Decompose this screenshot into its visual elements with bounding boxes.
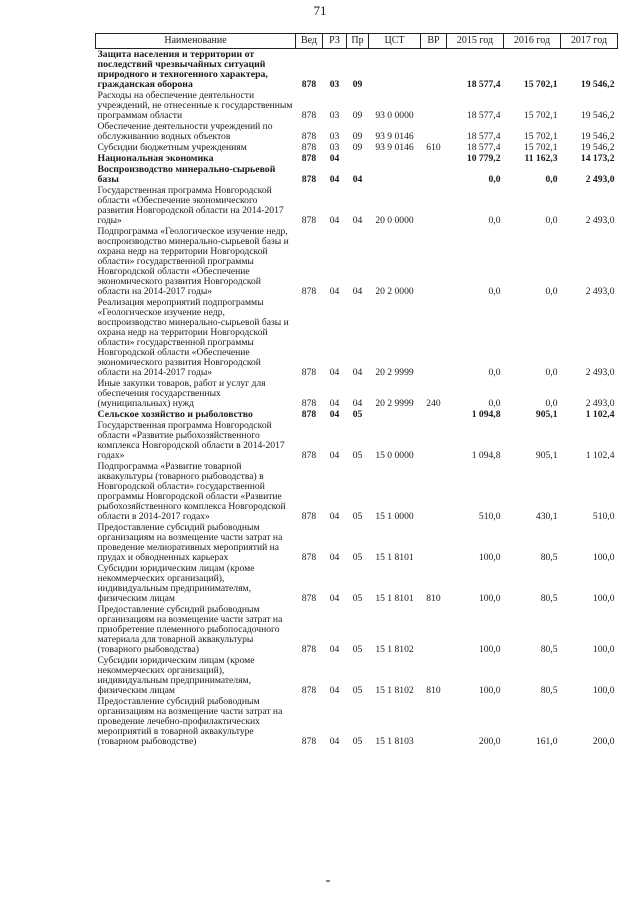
row-cst: 15 1 8103 <box>375 736 414 747</box>
row-2016: 430,1 <box>535 511 558 522</box>
row-2015: 1 094,8 <box>471 450 501 461</box>
row-cst: 15 1 0000 <box>375 511 414 522</box>
header-cst: ЦСТ <box>369 34 421 49</box>
row-rz: 04 <box>329 644 340 655</box>
row-cst: 15 1 8102 <box>375 644 414 655</box>
row-2016: 905,1 <box>535 409 558 420</box>
row-vr <box>421 409 447 420</box>
row-pr: 09 <box>352 79 363 90</box>
row-2017: 1 102,4 <box>585 450 615 461</box>
row-pr: 05 <box>352 644 363 655</box>
row-rz: 04 <box>329 736 340 747</box>
table-row <box>96 142 618 153</box>
row-cst: 20 2 0000 <box>375 286 414 297</box>
row-pr: 04 <box>352 215 363 226</box>
scan-mark <box>326 880 330 882</box>
header-2017: 2017 год <box>561 34 618 49</box>
row-2017: 19 546,2 <box>580 110 615 121</box>
row-2017: 1 102,4 <box>585 409 615 420</box>
row-rz: 04 <box>329 593 340 604</box>
row-name: Воспроизводство минерально-сырьевой базы <box>97 164 276 185</box>
table-row <box>96 696 618 747</box>
row-cst: 93 0 0000 <box>375 110 414 121</box>
row-rz: 04 <box>329 153 340 164</box>
row-ved: 878 <box>301 153 317 164</box>
row-name: Предоставление субсидий рыбоводным организациям на возмещение части затрат на приобретение племенного рыбопосадочного материала для товарной аквакультуры (товарного рыбоводства) <box>97 604 283 655</box>
row-2015: 100,0 <box>478 644 501 655</box>
row-name: Подпрограмма «Развитие товарной аквакультуры (товарного рыбоводства) в Новгородской области» государственной программы Новгородской области «Развитие рыбохозяйственного комплекса Новгородской области в 2014-2017 годах» <box>97 461 286 522</box>
row-2016: 80,5 <box>540 552 558 563</box>
row-2017: 19 546,2 <box>580 131 615 142</box>
row-2017: 2 493,0 <box>585 215 615 226</box>
row-vr <box>421 49 447 91</box>
row-2016: 80,5 <box>540 644 558 655</box>
row-vr <box>421 420 447 461</box>
header-2016: 2016 год <box>504 34 561 49</box>
table-row <box>96 185 618 226</box>
row-name: Предоставление субсидий рыбоводным организациям на возмещение части затрат на проведение мелиоративных мероприятий на прудах и обводненных карьерах <box>97 522 283 563</box>
row-2015: 0,0 <box>488 398 501 409</box>
row-rz: 04 <box>329 552 340 563</box>
row-vr: 610 <box>426 142 441 153</box>
row-vr <box>421 696 447 747</box>
row-cst: 15 1 8101 <box>375 552 414 563</box>
row-2016: 15 702,1 <box>523 142 558 153</box>
table-row <box>96 563 618 604</box>
row-2017: 200,0 <box>592 736 615 747</box>
table-row <box>96 226 618 297</box>
row-2016: 0,0 <box>545 367 558 378</box>
row-2016: 0,0 <box>545 286 558 297</box>
row-name: Национальная экономика <box>97 153 214 164</box>
row-pr: 09 <box>352 131 363 142</box>
table-row <box>96 90 618 121</box>
row-2017: 19 546,2 <box>580 79 615 90</box>
row-ved: 878 <box>301 409 317 420</box>
table-body <box>96 49 618 748</box>
header-rz: РЗ <box>323 34 347 49</box>
row-name: Субсидии юридическим лицам (кроме некоммерческих организаций), индивидуальным предпринимателям, физическим лицам <box>97 563 255 604</box>
budget-table <box>95 33 618 747</box>
row-vr: 810 <box>426 593 441 604</box>
row-2015: 18 577,4 <box>466 142 501 153</box>
row-ved: 878 <box>301 79 317 90</box>
row-rz: 04 <box>329 398 340 409</box>
table-row <box>96 49 618 91</box>
table-row <box>96 420 618 461</box>
table-row <box>96 461 618 522</box>
row-rz: 04 <box>329 367 340 378</box>
row-2016: 11 162,3 <box>524 153 558 164</box>
row-pr: 05 <box>352 511 363 522</box>
row-2015: 18 577,4 <box>466 110 501 121</box>
table-row <box>96 409 618 420</box>
row-name: Сельское хозяйство и рыболовство <box>97 409 253 420</box>
row-2017: 100,0 <box>592 552 615 563</box>
row-cst <box>369 49 421 91</box>
row-2017: 100,0 <box>592 593 615 604</box>
row-name: Государственная программа Новгородской области «Развитие рыбохозяйственного комплекса Новгородской области в 2014-2017 годах» <box>97 420 285 461</box>
row-ved: 878 <box>301 110 317 121</box>
table-row <box>96 297 618 378</box>
row-2015: 1 094,8 <box>471 409 501 420</box>
row-vr <box>421 121 447 142</box>
row-cst <box>369 153 421 164</box>
row-2017: 2 493,0 <box>585 367 615 378</box>
row-pr: 05 <box>352 450 363 461</box>
row-2015: 18 577,4 <box>466 131 501 142</box>
row-rz: 04 <box>329 286 340 297</box>
table-row <box>96 164 618 185</box>
row-pr: 05 <box>352 409 363 420</box>
row-rz: 04 <box>329 511 340 522</box>
row-name: Расходы на обеспечение деятельности учреждений, не отнесенные к государственным программам области <box>97 90 293 121</box>
row-pr: 04 <box>352 174 363 185</box>
row-2015: 0,0 <box>488 215 501 226</box>
row-2016: 161,0 <box>535 736 558 747</box>
header-ved: Вед <box>296 34 323 49</box>
header-pr: Пр <box>347 34 369 49</box>
row-rz: 04 <box>329 409 340 420</box>
row-2016: 80,5 <box>540 685 558 696</box>
row-pr <box>347 153 369 164</box>
row-2017: 2 493,0 <box>585 398 615 409</box>
row-name: Государственная программа Новгородской области «Обеспечение экономического развития Новгородской области на 2014-2017 годы» <box>97 185 284 226</box>
row-cst: 20 2 9999 <box>375 367 414 378</box>
row-vr <box>421 185 447 226</box>
table-row <box>96 522 618 563</box>
row-2017: 2 493,0 <box>585 286 615 297</box>
row-2017: 19 546,2 <box>580 142 615 153</box>
row-pr: 05 <box>352 736 363 747</box>
row-ved: 878 <box>301 511 317 522</box>
row-2017: 14 173,2 <box>580 153 615 164</box>
table-row <box>96 655 618 696</box>
row-ved: 878 <box>301 142 317 153</box>
row-vr <box>421 164 447 185</box>
row-2015: 0,0 <box>488 367 501 378</box>
row-vr <box>421 226 447 297</box>
table-header-row <box>96 34 618 49</box>
row-cst: 93 9 0146 <box>375 131 414 142</box>
row-rz: 04 <box>329 685 340 696</box>
row-2017: 2 493,0 <box>585 174 615 185</box>
row-2016: 905,1 <box>535 450 558 461</box>
row-ved: 878 <box>301 644 317 655</box>
row-ved: 878 <box>301 215 317 226</box>
row-2017: 510,0 <box>592 511 615 522</box>
row-vr <box>421 153 447 164</box>
row-2015: 100,0 <box>478 685 501 696</box>
row-2016: 15 702,1 <box>523 131 558 142</box>
row-vr <box>421 297 447 378</box>
row-ved: 878 <box>301 367 317 378</box>
row-rz: 04 <box>329 174 340 185</box>
row-pr: 09 <box>352 110 363 121</box>
row-cst: 15 1 8102 <box>375 685 414 696</box>
row-cst <box>369 409 421 420</box>
header-vr: ВР <box>421 34 447 49</box>
row-pr: 04 <box>352 367 363 378</box>
row-name: Реализация мероприятий подпрограммы «Геологическое изучение недр, воспроизводство минерально-сырьевой базы и охрана недр на территории Новгородской области» государственной программы Новгородской области «Обеспечение экономического развития Новгородской области на 2014-2017 годы» <box>97 297 289 378</box>
row-2015: 200,0 <box>478 736 501 747</box>
row-2015: 0,0 <box>488 286 501 297</box>
row-rz: 03 <box>329 142 340 153</box>
row-2016: 0,0 <box>545 174 558 185</box>
row-ved: 878 <box>301 131 317 142</box>
row-ved: 878 <box>301 398 317 409</box>
row-vr: 810 <box>426 685 441 696</box>
row-ved: 878 <box>301 286 317 297</box>
row-name: Предоставление субсидий рыбоводным организациям на возмещение части затрат на проведение лечебно-профилактических мероприятий в товарной аквакультуре (товарном рыбоводстве) <box>97 696 283 747</box>
row-cst: 93 9 0146 <box>375 142 414 153</box>
row-name: Обеспечение деятельности учреждений по обслуживанию водных объектов <box>97 121 273 142</box>
row-2015: 510,0 <box>478 511 501 522</box>
row-rz: 03 <box>329 79 340 90</box>
row-rz: 03 <box>329 131 340 142</box>
row-2016: 0,0 <box>545 215 558 226</box>
row-vr <box>421 522 447 563</box>
row-cst: 20 0 0000 <box>375 215 414 226</box>
row-pr: 04 <box>352 398 363 409</box>
row-name: Подпрограмма «Геологическое изучение недр, воспроизводство минерально-сырьевой базы и охрана недр на территории Новгородской области» государственной программы Новгородской области «Обеспечение экономического развития Новгородской области на 2014-2017 годы» <box>97 226 289 297</box>
row-cst: 15 1 8101 <box>375 593 414 604</box>
row-ved: 878 <box>301 736 317 747</box>
row-pr: 04 <box>352 286 363 297</box>
row-ved: 878 <box>301 174 317 185</box>
row-name: Иные закупки товаров, работ и услуг для обеспечения государственных (муниципальных) нужд <box>97 378 266 409</box>
row-rz: 03 <box>329 110 340 121</box>
row-2016: 15 702,1 <box>523 110 558 121</box>
row-2016: 15 702,1 <box>523 79 558 90</box>
row-cst: 20 2 9999 <box>375 398 414 409</box>
row-2015: 100,0 <box>478 593 501 604</box>
table-row <box>96 378 618 409</box>
table-row <box>96 604 618 655</box>
row-vr <box>421 90 447 121</box>
row-2017: 100,0 <box>592 685 615 696</box>
row-cst <box>369 164 421 185</box>
table-row <box>96 121 618 142</box>
row-2015: 0,0 <box>488 174 501 185</box>
row-vr <box>421 461 447 522</box>
header-name: Наименование <box>96 34 296 49</box>
row-pr: 05 <box>352 593 363 604</box>
row-pr: 05 <box>352 552 363 563</box>
row-vr: 240 <box>426 398 441 409</box>
row-2016: 0,0 <box>545 398 558 409</box>
row-ved: 878 <box>301 552 317 563</box>
row-pr: 09 <box>352 142 363 153</box>
row-cst: 15 0 0000 <box>375 450 414 461</box>
header-2015: 2015 год <box>447 34 504 49</box>
table-row <box>96 153 618 164</box>
row-2015: 10 779,2 <box>466 153 501 164</box>
row-name: Субсидии юридическим лицам (кроме некоммерческих организаций), индивидуальным предпринимателям, физическим лицам <box>97 655 255 696</box>
row-ved: 878 <box>301 450 317 461</box>
row-pr: 05 <box>352 685 363 696</box>
row-name: Защита населения и территории от последствий чрезвычайных ситуаций природного и техногенного характера, гражданская оборона <box>97 49 268 90</box>
row-2015: 100,0 <box>478 552 501 563</box>
row-2017: 100,0 <box>592 644 615 655</box>
row-rz: 04 <box>329 215 340 226</box>
row-rz: 04 <box>329 450 340 461</box>
row-vr <box>421 604 447 655</box>
page-number: 71 <box>313 3 327 18</box>
row-2015: 18 577,4 <box>466 79 501 90</box>
row-ved: 878 <box>301 593 317 604</box>
row-name: Субсидии бюджетным учреждениям <box>97 142 247 153</box>
row-ved: 878 <box>301 685 317 696</box>
row-2016: 80,5 <box>540 593 558 604</box>
